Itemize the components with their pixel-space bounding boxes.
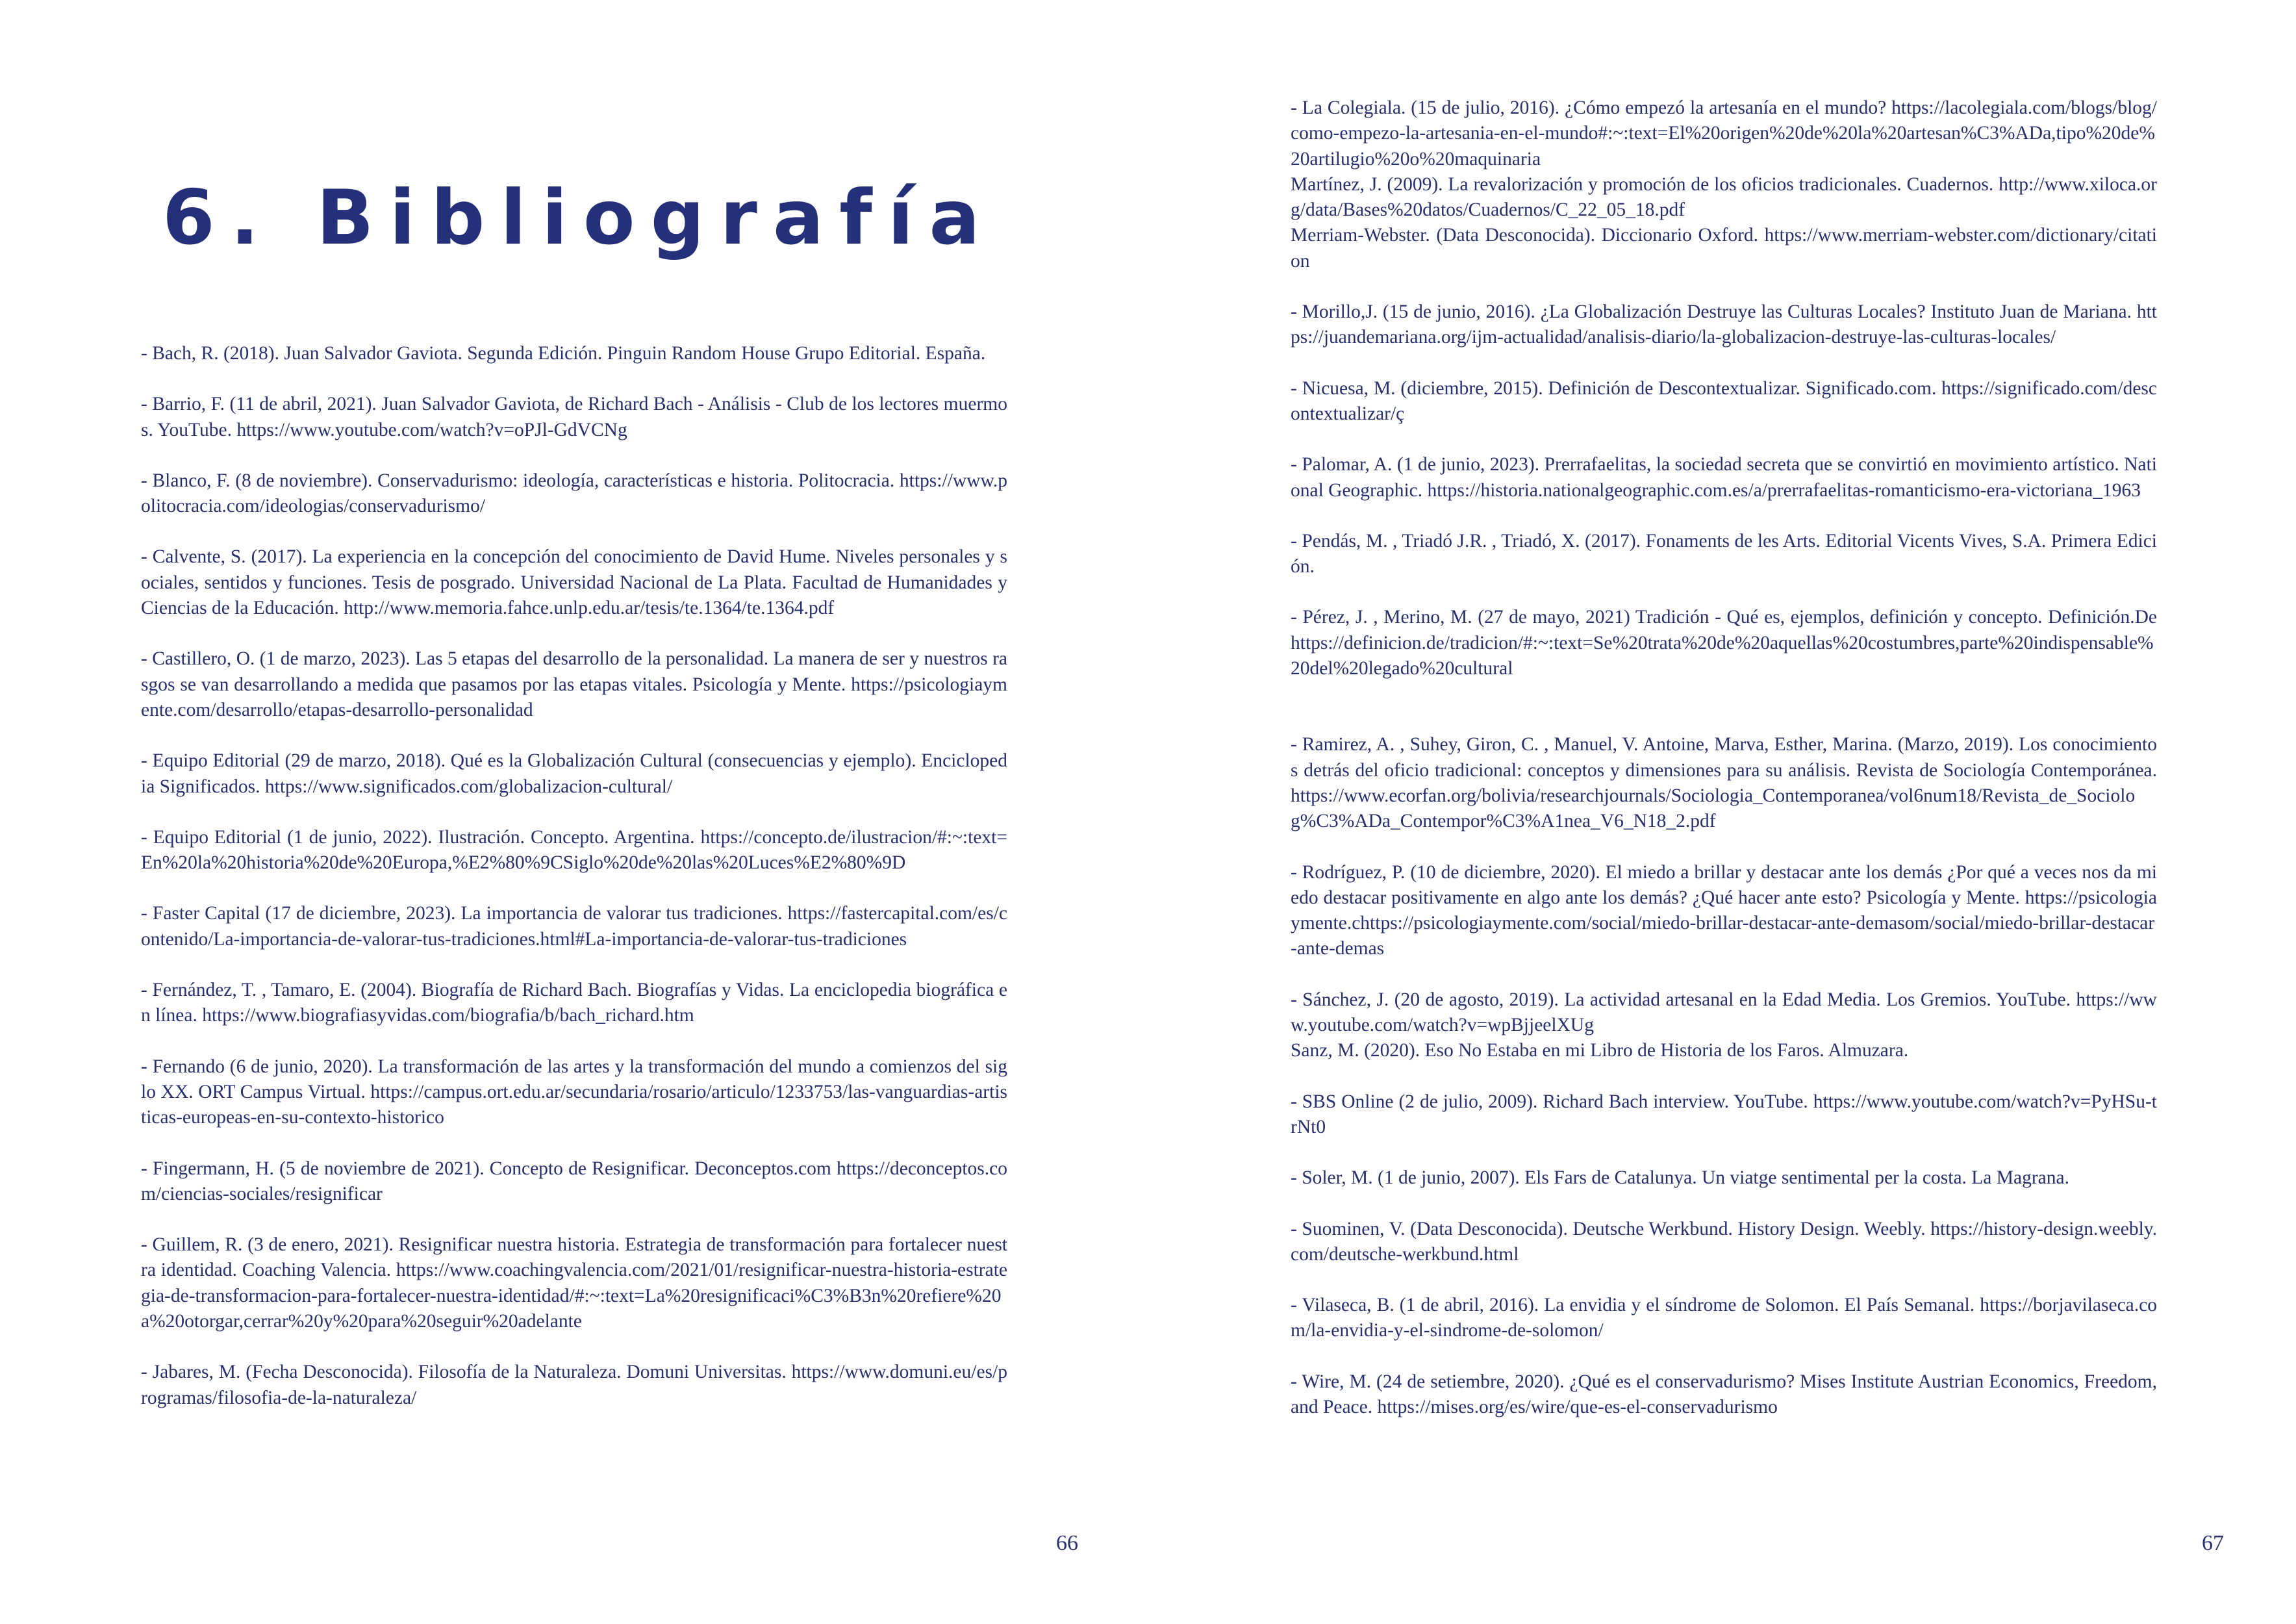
bibliography-entry: - Equipo Editorial (1 de junio, 2022). Ilustración. Concepto. Argentina. https://concepto.de/ilustracion/#:~:text=En%20la%20historia%20de%20Europa,%E2%80%9CSiglo%20de%20las%20Luces%E2%80%9D bbox=[141, 826, 1007, 874]
bibliography-entry: - Soler, M. (1 de junio, 2007). Els Fars de Catalunya. Un viatge sentimental per la costa. La Magrana. bbox=[1291, 1167, 2069, 1189]
bibliography-entry: - Pérez, J. , Merino, M. (27 de mayo, 2021) Tradición - Qué es, ejemplos, definición y concepto. Definición.De https://definicion.de/tradicion/#:~:text=Se%20trata%20de%20aquellas%20costumbres,parte%20indispensable%20del%20legado%20cultural bbox=[1291, 607, 2157, 679]
bibliography-entry: - Morillo,J. (15 de junio, 2016). ¿La Globalización Destruye las Culturas Locales? Instituto Juan de Mariana. https://juandemariana.org/ijm-actualidad/analisis-diario/la-globalizacion-destruye-las-culturas-locales/ bbox=[1291, 301, 2157, 348]
bibliography-entry: - Barrio, F. (11 de abril, 2021). Juan Salvador Gaviota, de Richard Bach - Análisis - Club de los lectores muermos. YouTube. https://www.youtube.com/watch?v=oPJl-GdVCNg bbox=[141, 394, 1007, 440]
bibliography-entry: - Fernández, T. , Tamaro, E. (2004). Biografía de Richard Bach. Biografías y Vidas. La enciclopedia biográfica en línea. https://www.biografiasyvidas.com/biografia/b/bach_richard.htm bbox=[141, 980, 1007, 1026]
bibliography-entry: - Nicuesa, M. (diciembre, 2015). Definición de Descontextualizar. Significado.com. https://significado.com/descontextualizar/ç bbox=[1291, 377, 2157, 424]
bibliography-entry: - Palomar, A. (1 de junio, 2023). Prerrafaelitas, la sociedad secreta que se convirtió en movimiento artístico. National Geographic. https://historia.nationalgeographic.com.es/a/prerrafaelitas-romanticismo-era-victoriana_1963 bbox=[1291, 454, 2157, 501]
bibliography-entry: - Fingermann, H. (5 de noviembre de 2021). Concepto de Resignificar. Deconceptos.com https://deconceptos.com/ciencias-sociales/resignificar bbox=[141, 1158, 1007, 1204]
page-title: 6. Bibliografía bbox=[162, 174, 996, 262]
bibliography-entry: - Fernando (6 de junio, 2020). La transformación de las artes y la transformación del mundo a comienzos del siglo XX. ORT Campus Virtual. https://campus.ort.edu.ar/secundaria/rosario/articulo/1233753/las-vanguardias-artisticas-europeas-en-su-contexto-historico bbox=[141, 1056, 1007, 1128]
bibliography-list-left bbox=[141, 341, 1007, 1411]
bibliography-entry: - Wire, M. (24 de setiembre, 2020). ¿Qué es el conservadurismo? Mises Institute Austrian Economics, Freedom, and Peace. https://mises.org/es/wire/que-es-el-conservadurismo bbox=[1291, 1371, 2157, 1417]
bibliography-entry: - Jabares, M. (Fecha Desconocida). Filosofía de la Naturaleza. Domuni Universitas. https://www.domuni.eu/es/programas/filosofia-de-la-naturaleza/ bbox=[141, 1362, 1007, 1408]
bibliography-entry: Sanz, M. (2020). Eso No Estaba en mi Libro de Historia de los Faros. Almuzara. bbox=[1291, 1040, 1909, 1061]
bibliography-entry: - Pendás, M. , Triadó J.R. , Triadó, X. (2017). Fonaments de les Arts. Editorial Vicents Vives, S.A. Primera Edición. bbox=[1291, 530, 2157, 577]
bibliography-entry: - Ramirez, A. , Suhey, Giron, C. , Manuel, V. Antoine, Marva, Esther, Marina. (Marzo, 2019). Los conocimientos detrás del oficio tradicional: conceptos y dimensiones para su análisis. Revista de Sociología Contemporánea. https://www.ecorfan.org/bolivia/researchjournals/Sociologia_Contemporanea/vol6num18/Revista_de_Sociolog%C3%ADa_Contempor%C3%A1nea_V6_N18_2.pdf bbox=[1291, 734, 2157, 832]
bibliography-entry: - Rodríguez, P. (10 de diciembre, 2020). El miedo a brillar y destacar ante los demás ¿Por qué a veces nos da miedo destacar positivamente en algo ante los demás? ¿Qué hacer ante esto? Psicología y Mente. https://psicologiaymente.chttps://psicologiaymente.com/social/miedo-brillar-destacar-ante-demasom/social/miedo-brillar-destacar-ante-demas bbox=[1291, 861, 2157, 959]
bibliography-entry: - Equipo Editorial (29 de marzo, 2018). Qué es la Globalización Cultural (consecuencias y ejemplo). Enciclopedia Significados. https://www.significados.com/globalizacion-cultural/ bbox=[141, 750, 1007, 797]
page-number: 66 bbox=[1056, 1531, 1078, 1555]
bibliography-entry: - Castillero, O. (1 de marzo, 2023). Las 5 etapas del desarrollo de la personalidad. La manera de ser y nuestros rasgos se van desarrollando a medida que pasamos por las etapas vitales. Psicología y Mente. https://psicologiaymente.com/desarrollo/etapas-desarrollo-personalidad bbox=[141, 648, 1007, 720]
bibliography-entry: - La Colegiala. (15 de julio, 2016). ¿Cómo empezó la artesanía en el mundo? https://lacolegiala.com/blogs/blog/como-empezo-la-artesania-en-el-mundo#:~:text=El%20origen%20de%20la%20artesan%C3%ADa,tipo%20de%20artilugio%20o%20maquinaria bbox=[1291, 97, 2157, 170]
bibliography-entry: - Sánchez, J. (20 de agosto, 2019). La actividad artesanal en la Edad Media. Los Gremios. YouTube. https://www.youtube.com/watch?v=wpBjjeelXUg bbox=[1291, 989, 2157, 1036]
bibliography-entry: - Guillem, R. (3 de enero, 2021). Resignificar nuestra historia. Estrategia de transformación para fortalecer nuestra identidad. Coaching Valencia. https://www.coachingvalencia.com/2021/01/resignificar-nuestra-historia-estrategia-de-transformacion-para-fortalecer-nuestra-identidad/#:~:text=La%20resignificaci%C3%B3n%20refiere%20a%20otorgar,cerrar%20y%20para%20seguir%20adelante bbox=[141, 1234, 1007, 1332]
right-page bbox=[1148, 0, 2296, 1624]
bibliography-entry: - Blanco, F. (8 de noviembre). Conservadurismo: ideología, características e historia. Politocracia. https://www.politocracia.com/ideologias/conservadurismo/ bbox=[141, 470, 1007, 517]
page-number: 67 bbox=[2202, 1531, 2224, 1555]
bibliography-entry: Martínez, J. (2009). La revalorización y promoción de los oficios tradicionales. Cuadernos. http://www.xiloca.org/data/Bases%20datos/Cuadernos/C_22_05_18.pdf bbox=[1291, 173, 2157, 221]
bibliography-entry: - Bach, R. (2018). Juan Salvador Gaviota. Segunda Edición. Pinguin Random House Grupo Editorial. España. bbox=[141, 343, 986, 364]
bibliography-entry: Merriam-Webster. (Data Desconocida). Diccionario Oxford. https://www.merriam-webster.com/dictionary/citation bbox=[1291, 225, 2157, 272]
bibliography-entry: - Suominen, V. (Data Desconocida). Deutsche Werkbund. History Design. Weebly. https://history-design.weebly.com/deutsche-werkbund.html bbox=[1291, 1218, 2157, 1265]
bibliography-entry: - Calvente, S. (2017). La experiencia en la concepción del conocimiento de David Hume. Niveles personales y sociales, sentidos y funciones. Tesis de posgrado. Universidad Nacional de La Plata. Facultad de Humanidades y Ciencias de la Educación. http://www.memoria.fahce.unlp.edu.ar/tesis/te.1364/te.1364.pdf bbox=[141, 546, 1007, 619]
bibliography-entry: - Faster Capital (17 de diciembre, 2023). La importancia de valorar tus tradiciones. https://fastercapital.com/es/contenido/La-importancia-de-valorar-tus-tradiciones.html#La-importancia-de-valorar-tus-tradiciones bbox=[141, 903, 1007, 950]
bibliography-entry: - Vilaseca, B. (1 de abril, 2016). La envidia y el síndrome de Solomon. El País Semanal. https://borjavilaseca.com/la-envidia-y-el-sindrome-de-solomon/ bbox=[1291, 1295, 2157, 1341]
bibliography-list-right bbox=[1291, 95, 2157, 1420]
bibliography-entry: - SBS Online (2 de julio, 2009). Richard Bach interview. YouTube. https://www.youtube.com/watch?v=PyHSu-trNt0 bbox=[1291, 1091, 2157, 1137]
